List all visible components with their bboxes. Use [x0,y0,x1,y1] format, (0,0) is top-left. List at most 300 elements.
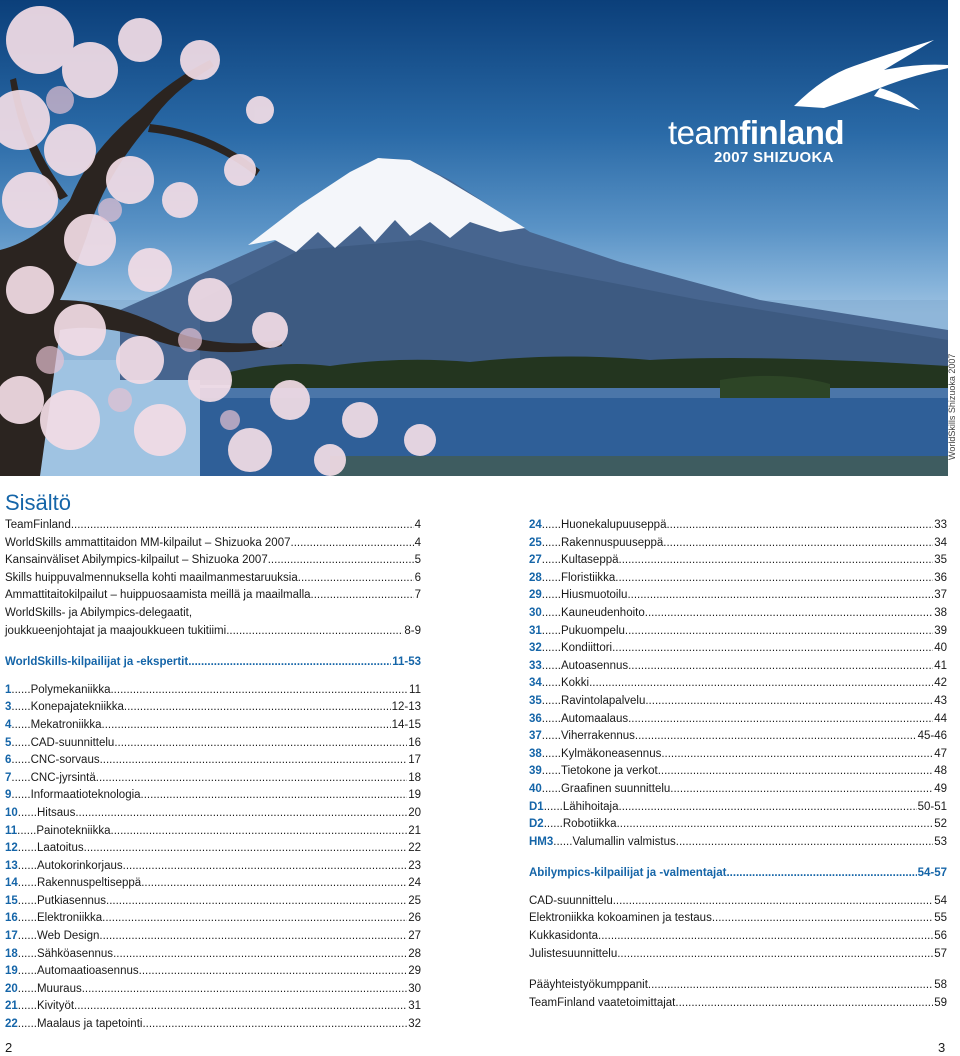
toc-entry-number: 40 [529,782,542,795]
toc-entry[interactable] [529,535,947,553]
toc-entry-title: Maalaus ja tapetointi [36,1018,143,1031]
toc-entry[interactable] [529,517,947,535]
toc-entry-page: 58 [934,979,947,992]
toc-entry-title: WorldSkills ammattitaidon MM-kilpailut – Shizuoka 2007 [5,536,291,549]
toc-entry-title: Pukuompelu [560,624,625,637]
toc-entry[interactable] [5,893,421,911]
toc-entry-leader-short: ...... [17,842,37,855]
toc-entry[interactable] [5,752,421,770]
toc-entry[interactable] [5,717,421,735]
toc-entry[interactable] [5,910,421,928]
toc-entry-leader-short: ...... [17,894,37,907]
toc-entry-title: Elektroniikka kokoaminen ja testaus [529,912,712,925]
toc-entry-page: 4 [414,519,421,531]
toc-entry-leader [311,587,414,605]
toc-entry-title: WorldSkills- ja Abilympics-delegaatit, [5,606,193,619]
toc-entry-leader-short: ...... [17,947,37,960]
toc-entry[interactable] [5,517,421,535]
toc-entry-page: 5 [414,554,421,567]
toc-entry-number: 21 [5,1000,18,1013]
brand-subtitle: 2007 SHIZUOKA [714,149,834,166]
toc-entry-leader [648,977,933,995]
toc-entry[interactable] [529,946,947,964]
toc-entry-leader [102,717,391,735]
toc-entry-title: Polymekaniikka [30,683,111,696]
toc-entry-leader [589,675,933,693]
toc-entry-leader [635,728,917,746]
toc-entry-number: 19 [5,965,18,978]
toc-entry-page: 22 [408,842,421,855]
toc-entry[interactable] [5,699,421,717]
toc-entry-page: 38 [934,606,947,619]
toc-entry[interactable] [529,623,947,641]
toc-entry-leader [84,840,408,858]
toc-entry[interactable] [5,805,421,823]
toc-entry-leader [712,910,933,928]
toc-entry-page: 25 [408,894,421,907]
toc-entry-title: Mekatroniikka [30,718,102,731]
toc-entry-number: 7 [5,771,12,784]
toc-entry-page: 14-15 [391,718,421,731]
toc-entry-page: 17 [408,754,421,767]
page-number-left: 2 [5,1040,13,1055]
toc-entry-page: 32 [408,1018,421,1031]
toc-entry-title: Laatoitus [36,842,84,855]
toc-left-column [5,517,421,1034]
toc-entry[interactable] [529,834,947,852]
toc-entry-leader [628,658,933,676]
toc-entry-leader-short: ...... [17,1000,37,1013]
hero-photo [0,0,948,476]
toc-entry-number: D2 [529,818,544,831]
toc-entry-title: Automaalaus [560,712,629,725]
toc-worldskills-list-cont [529,517,947,851]
toc-entry[interactable] [529,746,947,764]
toc-entry-page: 55 [934,912,947,925]
toc-entry-leader [113,946,407,964]
toc-entry-page: 26 [408,912,421,925]
toc-entry-leader [141,875,407,893]
toc-entry-number: 1 [5,683,12,696]
page-title: Sisältö [5,490,72,515]
toc-entry-number: 31 [529,624,542,637]
toc-entry-number: 16 [5,912,18,925]
toc-entry[interactable] [5,787,421,805]
toc-entry-number: 11 [5,824,18,837]
toc-entry[interactable] [529,781,947,799]
toc-entry-page: 48 [934,765,947,778]
toc-entry[interactable] [5,570,421,588]
toc-entry[interactable] [529,763,947,781]
toc-entry-leader [619,799,917,817]
toc-entry-title: Web Design [36,930,100,943]
toc-entry-leader [627,587,933,605]
toc-entry-leader-short: ...... [541,782,561,795]
toc-entry-number: 24 [529,519,542,531]
toc-entry[interactable] [529,711,947,729]
toc-entry-number: 6 [5,754,12,767]
toc-entry-number: 14 [5,877,18,890]
toc-entry-leader-short: ...... [541,536,561,549]
toc-entry-leader [625,623,933,641]
toc-entry-leader-short: ...... [17,1018,37,1031]
toc-entry-leader [617,946,933,964]
toc-entry-leader [598,928,933,946]
toc-entry-page: 57 [934,947,947,960]
toc-entry-page: 4 [414,536,421,549]
toc-entry-number: 4 [5,718,12,731]
toc-entry-leader-short: ...... [11,771,31,784]
toc-entry-title: Hiusmuotoilu [560,589,628,602]
toc-entry-leader [298,570,414,588]
toc-entry[interactable] [529,675,947,693]
toc-entry-number: 15 [5,894,18,907]
toc-entry-leader [658,763,934,781]
toc-entry-number: 20 [5,982,18,995]
toc-entry-title: Automaatioasennus [36,965,139,978]
toc-entry[interactable] [529,605,947,623]
toc-entry[interactable] [529,816,947,834]
toc-entry-page: 39 [934,624,947,637]
toc-entry-leader-short: ...... [541,677,561,690]
toc-entry-number: 28 [529,571,542,584]
toc-entry-leader [82,981,407,999]
toc-entry-number: 17 [5,930,18,943]
toc-entry-page: 47 [934,747,947,760]
toc-worldskills-list [5,682,421,1034]
toc-entry[interactable] [529,977,947,995]
toc-entry-page: 12-13 [391,701,421,714]
toc-entry[interactable] [5,928,421,946]
toc-entry-number: 27 [529,554,542,567]
toc-entry-page: 21 [408,824,421,837]
toc-entry[interactable] [529,658,947,676]
toc-entry-page: 41 [934,659,947,672]
toc-entry-leader-short: ...... [541,624,561,637]
toc-entry-leader-short: ...... [17,877,37,890]
toc-entry-title: Skills huippuvalmennuksella kohti maailmanmestaruuksia [5,571,298,584]
toc-entry-page: 23 [408,859,421,872]
toc-entry-leader [661,746,933,764]
toc-entry-title: Autoasennus [560,659,629,672]
toc-entry-leader-short: ...... [11,701,31,714]
toc-entry-leader [75,805,407,823]
toc-entry-title: Kansainväliset Abilympics-kilpailut – Shizuoka 2007 [5,554,268,567]
toc-entry-leader-short: ...... [11,683,31,696]
toc-entry-leader-short: ...... [17,824,37,837]
toc-entry-leader-short: ...... [17,806,37,819]
toc-entry[interactable] [5,946,421,964]
toc-entry-page: 43 [934,694,947,707]
toc-entry-leader [114,735,407,753]
toc-entry-title: joukkueenjohtajat ja maajoukkueen tukitiimi [5,624,227,637]
toc-entry-title: Viherrakennus [560,730,635,743]
toc-entry-number: 39 [529,765,542,778]
toc-entry-number: 25 [529,536,542,549]
toc-entry[interactable] [529,570,947,588]
toc-entry-number: 3 [5,701,12,714]
toc-entry-number: 35 [529,694,542,707]
toc-entry-leader-short: ...... [541,642,561,655]
toc-entry-leader-short: ...... [541,589,561,602]
toc-entry-page: 40 [934,642,947,655]
page-number-right: 3 [938,1040,946,1055]
toc-entry-leader [645,693,933,711]
toc-entry-leader [123,858,408,876]
toc-entry-number: 38 [529,747,542,760]
toc-entry-leader-short: ...... [553,835,573,848]
toc-right-column [529,517,947,1012]
toc-entry-number: 36 [529,712,542,725]
toc-entry-leader-short: ...... [541,747,561,760]
toc-entry-page: 19 [408,789,421,802]
toc-entry-title: Kivityöt [36,1000,75,1013]
toc-entry-title: Pääyhteistyökumppanit [529,979,648,992]
toc-entry-leader [142,1016,407,1034]
toc-entry[interactable] [529,728,947,746]
toc-entry-page: 18 [408,771,421,784]
toc-entry-title: Tietokone ja verkot [560,765,658,778]
toc-entry-leader-short: ...... [17,912,37,925]
toc-entry-title: CAD-suunnittelu [529,894,613,907]
toc-entry-page: 53 [934,835,947,848]
toc-entry-leader-short: ...... [541,730,561,743]
toc-entry-leader-short: ...... [541,571,561,584]
toc-entry-page: 49 [934,782,947,795]
toc-extra-list [529,977,947,1012]
toc-entry-leader-short: ...... [543,800,563,813]
toc-entry-leader [226,623,403,641]
toc-entry[interactable] [5,535,421,553]
toc-entry-title: Hitsaus [36,806,76,819]
toc-entry-page: 8-9 [404,624,421,637]
toc-entry-title: Ravintolapalvelu [560,694,646,707]
toc-entry-page: 36 [934,571,947,584]
toc-entry-leader [96,770,407,788]
toc-entry-page: 6 [414,571,421,584]
toc-entry-title: Autokorinkorjaus [36,859,123,872]
toc-entry-leader-short: ...... [541,519,561,531]
toc-entry-page: 7 [414,589,421,602]
toc-entry-title: Putkiasennus [36,894,107,907]
toc-entry-number: 34 [529,677,542,690]
toc-entry[interactable] [5,875,421,893]
toc-entry[interactable] [529,587,947,605]
toc-entry-title: Kauneudenhoito [560,606,645,619]
toc-entry-title: Floristiikka [560,571,616,584]
toc-entry[interactable] [5,840,421,858]
toc-entry-title: Kultaseppä [560,554,619,567]
toc-entry[interactable] [5,823,421,841]
toc-entry[interactable] [5,770,421,788]
toc-entry-leader [615,570,933,588]
toc-entry-leader [100,752,408,770]
toc-entry-title: Ammattitaitokilpailut – huippuosaamista meillä ja maailmalla [5,589,311,602]
toc-entry[interactable] [5,552,421,570]
toc-entry-leader [612,640,933,658]
toc-abilympics-list [529,893,947,963]
toc-entry-leader [111,823,408,841]
toc-entry-page: 59 [934,996,947,1009]
toc-entry-title: TeamFinland vaatetoimittajat [529,996,676,1009]
toc-entry-page: 24 [408,877,421,890]
toc-entry[interactable] [5,998,421,1016]
toc-entry-number: 22 [5,1018,18,1031]
bird-logo-icon [784,36,948,116]
toc-entry-leader-short: ...... [17,965,37,978]
toc-entry-title: CNC-jyrsintä [30,771,96,784]
toc-entry[interactable] [5,623,421,641]
toc-entry-number: 12 [5,842,18,855]
toc-entry-number: 9 [5,789,12,802]
toc-entry-number: 33 [529,659,542,672]
toc-entry-title: CAD-suunnittelu [30,736,115,749]
toc-entry[interactable] [5,605,421,623]
toc-entry-leader-short: ...... [17,859,37,872]
toc-entry-number: 32 [529,642,542,655]
toc-entry[interactable] [5,1016,421,1034]
toc-entry[interactable] [5,682,421,700]
toc-entry[interactable] [5,587,421,605]
toc-entry-page: 42 [934,677,947,690]
toc-entry-leader [666,517,933,535]
toc-entry-leader [71,517,414,535]
toc-entry-leader [268,552,414,570]
toc-entry[interactable] [5,735,421,753]
toc-entry-leader [106,893,407,911]
toc-entry-title: Kylmäkoneasennus [560,747,662,760]
toc-entry-title: Konepajatekniikka [30,701,124,714]
toc-entry-title: Huonekalupuuseppä [560,519,667,531]
toc-section-worldskills[interactable]: WorldSkills-kilpailijat ja -ekspertit ..... 11-53 [5,654,421,672]
toc-entry-page: 54 [934,894,947,907]
toc-entry-title: Kondiittori [560,642,613,655]
toc-entry-leader-short: ...... [11,718,31,731]
toc-entry-number: 10 [5,806,18,819]
toc-entry-page: 11 [409,683,421,696]
toc-entry-leader-short: ...... [17,930,37,943]
toc-entry-leader [663,535,933,553]
toc-entry-title: TeamFinland [5,519,71,531]
toc-entry-number: 5 [5,736,12,749]
toc-entry-page: 33 [934,519,947,531]
toc-entry-leader-short: ...... [541,554,561,567]
toc-entry-leader [645,605,933,623]
toc-entry-page: 20 [408,806,421,819]
toc-entry-leader [291,535,414,553]
toc-entry-leader [670,781,933,799]
toc-entry-title: Kukkasidonta [529,930,599,943]
toc-entry-number: 13 [5,859,18,872]
toc-entry-leader-short: ...... [541,659,561,672]
toc-entry-leader [141,787,408,805]
toc-entry-title: Rakennuspuuseppä [560,536,664,549]
toc-entry-leader [139,963,408,981]
toc-entry-page: 44 [934,712,947,725]
toc-entry-number: HM3 [529,835,554,848]
toc-entry-title: CNC-sorvaus [30,754,100,767]
toc-entry-leader [613,893,933,911]
toc-entry[interactable] [5,963,421,981]
toc-entry-leader-short: ...... [541,712,561,725]
toc-entry[interactable] [529,640,947,658]
toc-entry-leader-short: ...... [17,982,37,995]
toc-entry[interactable] [529,552,947,570]
toc-entry-leader [628,711,933,729]
toc-entry-leader [74,998,407,1016]
toc-entry-leader-short: ...... [11,754,31,767]
toc-entry-number: 30 [529,606,542,619]
toc-entry-title: Elektroniikka [36,912,103,925]
toc-entry[interactable] [529,928,947,946]
toc-entry-leader [110,682,408,700]
toc-entry-title: Robotiikka [562,818,617,831]
toc-entry-page: 30 [408,982,421,995]
toc-entry-leader [675,995,933,1013]
toc-entry-number: 37 [529,730,542,743]
toc-entry-leader [124,699,391,717]
toc-entry-page: 52 [934,818,947,831]
toc-entry-page: 45-46 [917,730,947,743]
toc-entry-page: 27 [408,930,421,943]
toc-entry-number: D1 [529,800,544,813]
team-finland-logo [664,36,904,176]
toc-entry-title: Painotekniikka [36,824,111,837]
toc-entry[interactable] [529,995,947,1013]
side-label: WorldSkills Shizuoka 2007 [947,353,957,460]
toc-entry-leader-short: ...... [11,736,31,749]
toc-entry-page: 56 [934,930,947,943]
toc-entry-title: Valumallin valmistus [572,835,676,848]
toc-entry[interactable] [529,893,947,911]
toc-entry-leader [676,834,933,852]
toc-entry-leader [102,910,407,928]
toc-entry-title: Lähihoitaja [562,800,619,813]
toc-entry-title: Rakennuspeltiseppä [36,877,142,890]
toc-entry[interactable] [5,981,421,999]
toc-entry-leader-short: ...... [11,789,31,802]
toc-entry-leader [99,928,407,946]
toc-entry-page: 16 [408,736,421,749]
toc-section-abilympics[interactable]: Abilympics-kilpailijat ja -valmentajat ..... 54-57 [529,865,947,883]
brand-wordmark: teamfinland [668,114,845,151]
toc-entry-page: 29 [408,965,421,978]
toc-entry-title: Sähköasennus [36,947,114,960]
toc-entry-number: 29 [529,589,542,602]
toc-entry-title: Graafinen suunnittelu [560,782,671,795]
toc-entry[interactable] [529,693,947,711]
toc-entry[interactable] [529,910,947,928]
toc-entry[interactable] [5,858,421,876]
toc-entry-page: 37 [934,589,947,602]
toc-entry-page: 50-51 [917,800,947,813]
toc-entry-leader-short: ...... [541,606,561,619]
toc-entry-page: 28 [408,947,421,960]
toc-entry-title: Muuraus [36,982,82,995]
toc-entry-title: Kokki [560,677,590,690]
toc-entry-page: 35 [934,554,947,567]
toc-entry-leader [619,552,934,570]
toc-entry[interactable] [529,799,947,817]
toc-entry-number: 18 [5,947,18,960]
toc-entry-page: 31 [408,1000,421,1013]
toc-entry-leader-short: ...... [541,765,561,778]
toc-entry-title: Informaatioteknologia [30,789,141,802]
toc-entry-title: Julistesuunnittelu [529,947,618,960]
toc-entry-leader [617,816,934,834]
toc-entry-leader-short: ...... [543,818,563,831]
toc-entry-page: 34 [934,536,947,549]
